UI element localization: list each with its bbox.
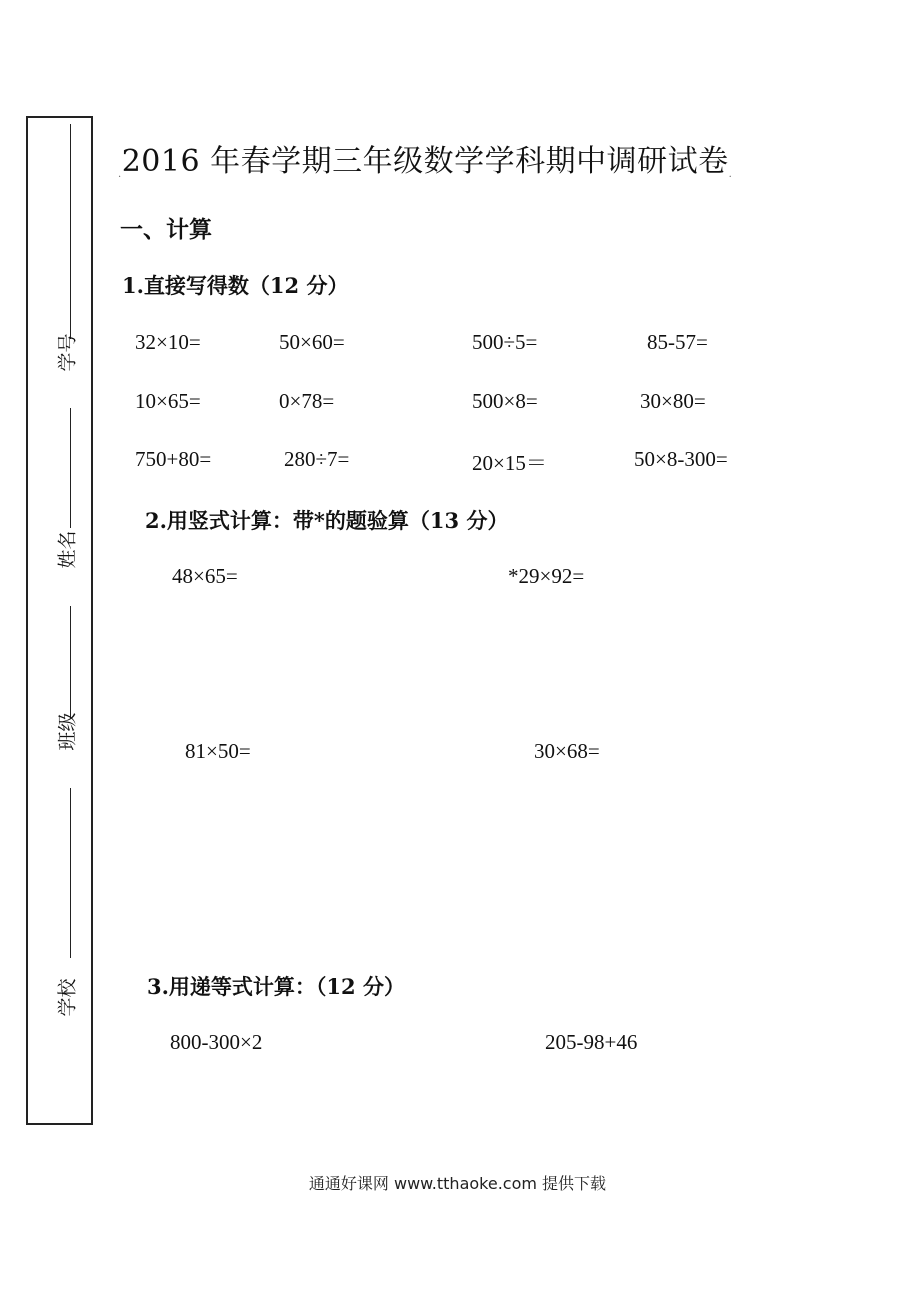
exam-title-text: 2016 年春学期三年级数学学科期中调研试卷 [121,144,729,179]
q1-item: 280÷7= [284,447,350,471]
q3-item: 205-98+46 [545,1030,638,1054]
school-label: 学校 [56,978,79,1017]
class-label: 班级 [56,712,79,751]
name-label: 姓名 [56,530,79,569]
q1-item: 50×8-300= [634,447,728,471]
school-line [70,788,71,958]
q1-item: 30×80= [640,389,706,413]
q2-item: 30×68= [534,739,600,763]
question-2-heading: 2.用竖式计算：带*的题验算（13 分） [145,508,509,533]
q1-item: 0×78= [279,389,335,413]
question-3-heading: 3.用递等式计算：（12 分） [147,974,405,999]
q1-item: 85-57= [647,330,708,354]
class-line [70,606,71,718]
exam-title: .2016 年春学期三年级数学学科期中调研试卷. [118,144,733,180]
q3-item: 800-300×2 [170,1030,263,1054]
section-calculation: 一、计算 [120,216,212,243]
name-line [70,408,71,528]
footer-source: 通通好课网 www.tthaoke.com 提供下载 [308,1174,607,1193]
q1-item: 10×65= [135,389,201,413]
q1-item: 500÷5= [472,330,538,354]
q1-item: 50×60= [279,330,345,354]
student-no-line [70,124,71,339]
q2-item: 81×50= [185,739,251,763]
question-1-heading: 1.直接写得数（12 分） [122,273,349,298]
q1-item: 500×8= [472,389,538,413]
q2-item: *29×92= [508,564,585,588]
binding-strip [26,116,93,1125]
q1-item: 750+80= [135,447,212,471]
q1-item: 32×10= [135,330,201,354]
q1-item: 20×15＝ [472,451,547,475]
q2-item: 48×65= [172,564,238,588]
student-no-label: 学号 [56,333,79,372]
